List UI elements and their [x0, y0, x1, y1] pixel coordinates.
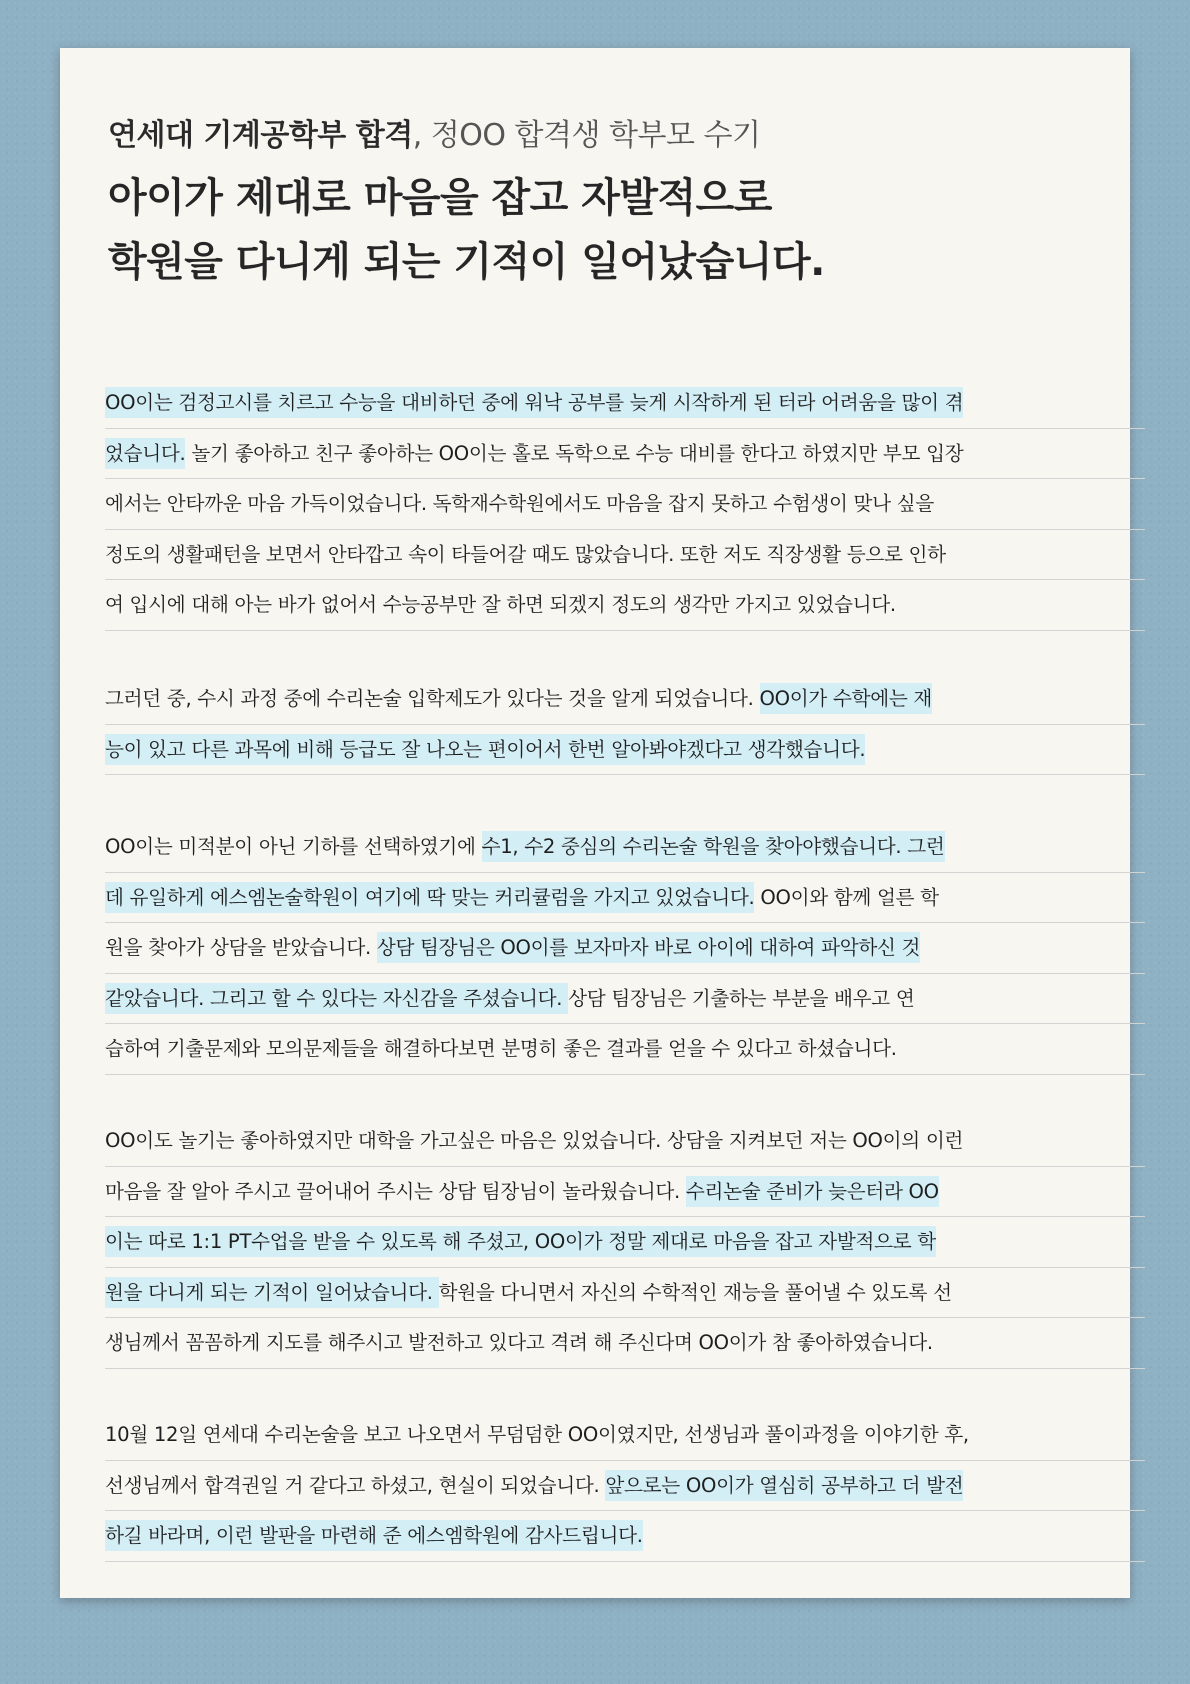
paragraph [105, 1116, 1145, 1369]
highlighted-text: 상담 팀장님은 OO이를 보자마자 바로 아이에 대하여 파악하신 것 [377, 932, 920, 963]
highlighted-text: 원을 다니게 되는 기적이 일어났습니다. [105, 1277, 439, 1308]
text-line [105, 674, 1145, 725]
highlighted-text: 앞으로는 OO이가 열심히 공부하고 더 발전 [605, 1470, 963, 1501]
text-line [105, 923, 1145, 974]
header-subtitle [108, 110, 760, 154]
highlighted-text: OO이가 수학에는 재 [760, 683, 933, 714]
text-line [105, 1024, 1145, 1075]
paragraph [105, 674, 1145, 775]
highlighted-text: OO이는 검정고시를 치르고 수능을 대비하던 중에 워낙 공부를 늦게 시작하게 된 터라 어려움을 많이 겪 [105, 387, 963, 418]
body-text: 생님께서 꼼꼼하게 지도를 해주시고 발전하고 있다고 격려 해 주신다며 OO이가 참 좋아하였습니다. [105, 1331, 933, 1354]
highlighted-text: 이는 따로 1:1 PT수업을 받을 수 있도록 해 주셨고, OO이가 정말 제대로 마음을 잡고 자발적으로 학 [105, 1226, 936, 1257]
text-line [105, 580, 1145, 631]
text-line [105, 479, 1145, 530]
body-text: OO이와 함께 얼른 학 [754, 885, 939, 909]
highlighted-text: 수1, 수2 중심의 수리논술 학원을 찾아야했습니다. 그런 [482, 831, 945, 862]
body-text: 놀기 좋아하고 친구 좋아하는 OO이는 홀로 독학으로 수능 대비를 한다고 하였지만 부모 입장 [185, 441, 964, 465]
title-line-1: 아이가 제대로 마음을 잡고 자발적으로 [108, 175, 772, 221]
body-text: 원을 찾아가 상담을 받았습니다. [105, 936, 377, 959]
text-line [105, 822, 1145, 873]
text-line [105, 1268, 1145, 1319]
paragraph [105, 822, 1145, 1075]
subtitle-school: 연세대 기계공학부 합격 [108, 118, 413, 153]
text-line [105, 530, 1145, 581]
text-line [105, 429, 1145, 480]
text-line [105, 873, 1145, 924]
text-line [105, 378, 1145, 429]
body-text: OO이는 미적분이 아닌 기하를 선택하였기에 [105, 835, 482, 858]
body-text: 10월 12일 연세대 수리논술을 보고 나오면서 무덤덤한 OO이였지만, 선생님과 풀이과정을 이야기한 후, [105, 1423, 969, 1446]
highlighted-text: 같았습니다. 그리고 할 수 있다는 자신감을 주셨습니다. [105, 983, 568, 1014]
text-line [105, 725, 1145, 776]
highlighted-text: 하길 바라며, 이런 발판을 마련해 준 에스엠학원에 감사드립니다. [105, 1520, 643, 1551]
text-line [105, 1167, 1145, 1218]
text-line [105, 1116, 1145, 1167]
body-text: 그러던 중, 수시 과정 중에 수리논술 입학제도가 있다는 것을 알게 되었습니다. [105, 687, 760, 710]
text-line [105, 1511, 1145, 1562]
body-text: 마음을 잘 알아 주시고 끌어내어 주시는 상담 팀장님이 놀라웠습니다. [105, 1179, 686, 1203]
body-text: OO이도 놀기는 좋아하였지만 대학을 가고싶은 마음은 있었습니다. 상담을 지켜보던 저는 OO이의 이런 [105, 1129, 964, 1152]
body-text: 습하여 기출문제와 모의문제들을 해결하다보면 분명히 좋은 결과를 얻을 수 있다고 하셨습니다. [105, 1037, 897, 1060]
text-line [105, 974, 1145, 1025]
text-line [105, 1217, 1145, 1268]
text-line [105, 1410, 1145, 1461]
body-text: 선생님께서 합격권일 거 같다고 하셨고, 현실이 되었습니다. [105, 1473, 606, 1497]
body-text: 여 입시에 대해 아는 바가 없어서 수능공부만 잘 하면 되겠지 정도의 생각만 가지고 있었습니다. [105, 593, 896, 616]
body-text: 정도의 생활패턴을 보면서 안타깝고 속이 타들어갈 때도 많았습니다. 또한 저도 직장생활 등으로 인하 [105, 542, 946, 566]
body-text: 학원을 다니면서 자신의 수학적인 재능을 풀어낼 수 있도록 선 [438, 1280, 952, 1304]
title-line-2: 학원을 다니게 되는 기적이 일어났습니다. [108, 239, 825, 285]
body-text: 에서는 안타까운 마음 가득이었습니다. 독학재수학원에서도 마음을 잡지 못하고 수험생이 맞나 싶을 [105, 492, 934, 515]
subtitle-rest: , 정OO 합격생 학부모 수기 [412, 118, 761, 153]
document-page [60, 48, 1130, 1598]
highlighted-text: 수리논술 준비가 늦은터라 OO [686, 1176, 939, 1207]
body-text: 상담 팀장님은 기출하는 부분을 배우고 연 [568, 986, 915, 1010]
page-title [108, 166, 825, 294]
text-line [105, 1461, 1145, 1512]
paragraph [105, 378, 1145, 631]
highlighted-text: 능이 있고 다른 과목에 비해 등급도 잘 나오는 편이어서 한번 알아봐야겠다고 생각했습니다. [105, 734, 865, 765]
highlighted-text: 었습니다. [105, 438, 185, 469]
paragraph [105, 1410, 1145, 1562]
text-line [105, 1318, 1145, 1369]
highlighted-text: 데 유일하게 에스엠논술학원이 여기에 딱 맞는 커리큘럼을 가지고 있었습니다. [105, 882, 754, 913]
